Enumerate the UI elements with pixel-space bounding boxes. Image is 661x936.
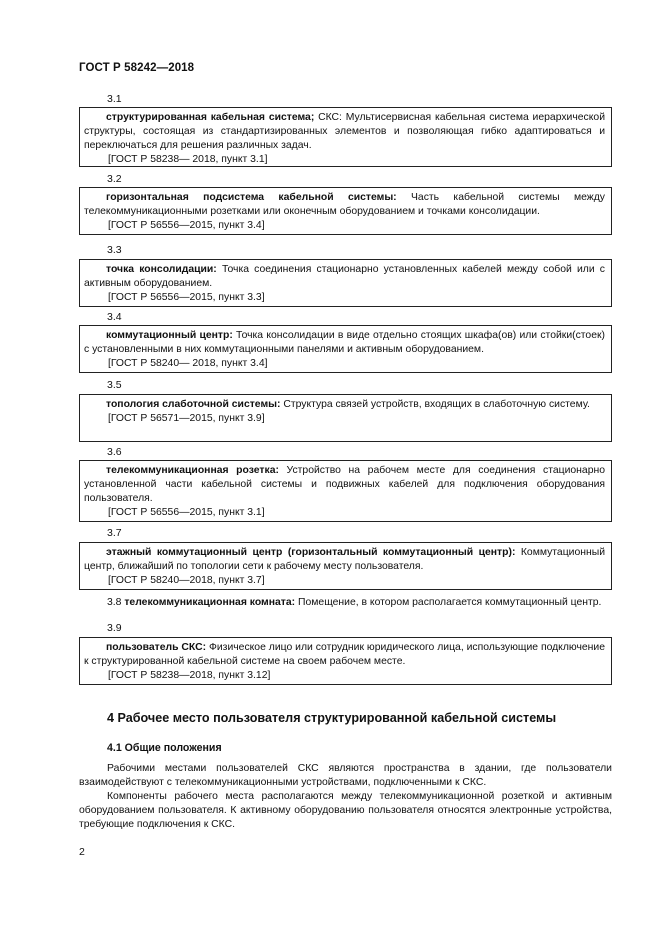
term-definition: Точка соединения стационарно установленных кабелей между собой или с активным оборудованием. — [84, 264, 605, 289]
term-title: телекоммуникационная комната: — [124, 597, 296, 608]
term-definition: Помещение, в котором располагается коммутационный центр. — [295, 597, 602, 608]
term-box — [79, 187, 612, 235]
term-definition: Точка консолидации в виде отдельно стоящих шкафа(ов) или стойки(стоек) с установленными в них коммутационными панелями и активным оборудованием. — [84, 330, 605, 355]
term-reference: [ГОСТ Р 56571—2015, пункт 3.9] — [108, 413, 265, 424]
term-title: точка консолидации: — [106, 264, 217, 275]
term-number: 3.4 — [107, 311, 122, 323]
term-title: телекоммуникационная розетка: — [106, 465, 279, 476]
term-box — [79, 394, 612, 442]
term-title: пользователь СКС: — [106, 642, 207, 653]
term-reference: [ГОСТ Р 56556—2015, пункт 3.3] — [108, 292, 265, 303]
term-reference: [ГОСТ Р 56556—2015, пункт 3.4] — [108, 220, 265, 231]
term-definition: Устройство на рабочем месте для соединения стационарно установленной части кабельной системы и подвижных кабелей для подключения оборудования пользователя. — [84, 465, 605, 504]
term-box — [79, 542, 612, 590]
term-reference: [ГОСТ Р 58238—2018, пункт 3.12] — [108, 670, 271, 681]
term-definition: Коммутационный центр, ближайший по топологии сети к рабочему месту пользователя. — [84, 547, 605, 572]
term-reference: [ГОСТ Р 58240—2018, пункт 3.7] — [108, 575, 265, 586]
term-number: 3.8 — [107, 597, 122, 608]
term-reference: [ГОСТ Р 56556—2015, пункт 3.1] — [108, 507, 265, 518]
term-reference: [ГОСТ Р 58238— 2018, пункт 3.1] — [108, 154, 268, 165]
term-number: 3.5 — [107, 379, 122, 391]
term-number: 3.7 — [107, 527, 122, 539]
term-definition: Часть кабельной системы между телекоммуникационными розетками или оконечным оборудованием и точками консолидации. — [84, 192, 605, 217]
subsection-heading: 4.1 Общие положения — [107, 742, 222, 754]
term-title: горизонтальная подсистема кабельной системы: — [106, 192, 397, 203]
term-title: структурированная кабельная система; — [106, 112, 315, 123]
term-number: 3.1 — [107, 93, 122, 105]
term-title: топология слаботочной системы: — [106, 399, 281, 410]
term-number: 3.9 — [107, 622, 122, 634]
paragraph: Рабочими местами пользователей СКС являются пространства в здании, где пользователи взаимодействуют с телекоммуникационными устройствами, подключенными к СКС. — [79, 763, 612, 788]
term-reference: [ГОСТ Р 58240— 2018, пункт 3.4] — [108, 358, 268, 369]
term-number: 3.3 — [107, 244, 122, 256]
term-box — [79, 107, 612, 167]
section-heading: 4 Рабочее место пользователя структурированной кабельной системы — [107, 711, 557, 725]
term-title: коммутационный центр: — [106, 330, 233, 341]
term-number: 3.6 — [107, 446, 122, 458]
term-title: этажный коммутационный центр (горизонтальный коммутационный центр): — [106, 547, 516, 558]
term-definition: Физическое лицо или сотрудник юридического лица, использующие подключение к структурированной кабельной системе на своем рабочем месте. — [84, 642, 605, 667]
term-definition: СКС: Мультисервисная кабельная система иерархической структуры, состоящая из стандартизированных элементов и позволяющая гибко адаптироваться и переключаться для решения различных задач. — [84, 112, 605, 151]
term-box — [79, 637, 612, 685]
document-header: ГОСТ Р 58242—2018 — [79, 62, 195, 74]
page-number: 2 — [79, 846, 85, 858]
term-definition: Структура связей устройств, входящих в слаботочную систему. — [280, 399, 590, 410]
term-plain — [79, 596, 612, 610]
term-box — [79, 460, 612, 522]
term-number: 3.2 — [107, 173, 122, 185]
paragraph: Компоненты рабочего места располагаются между телекоммуникационной розеткой и активным оборудованием пользователя. К активному оборудованию пользователя относятся электронные устройства, требующие подключения к СКС. — [79, 791, 612, 830]
term-box — [79, 325, 612, 373]
term-box — [79, 259, 612, 307]
